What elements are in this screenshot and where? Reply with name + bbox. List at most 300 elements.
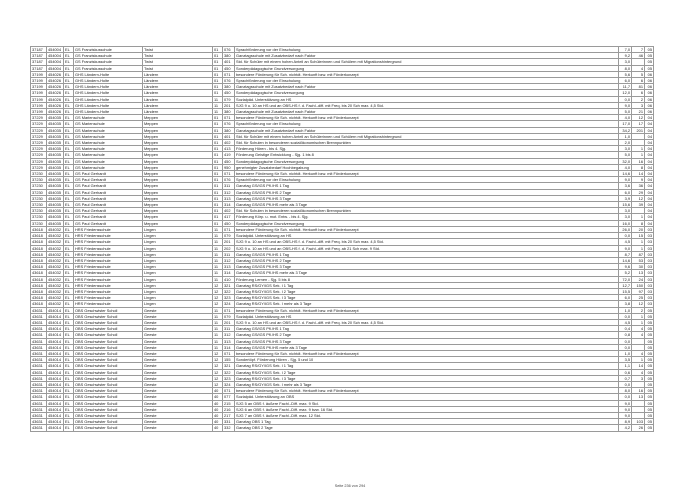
dienststelle-cell: 454014 <box>47 412 64 418</box>
school-id-cell: 37199 <box>31 71 47 77</box>
description-cell: Sonderpädagogische Grundversorgung <box>235 65 619 71</box>
region-cell: EL <box>64 53 74 59</box>
dienststelle-cell: 454014 <box>47 319 64 325</box>
level-cell: 11 <box>213 257 223 263</box>
level-cell: 11 <box>213 233 223 239</box>
level-cell: 11 <box>213 270 223 276</box>
school-name-cell: GS Marienschule <box>74 133 143 139</box>
hours-cell: 9,2 <box>619 53 632 59</box>
description-cell: Ganztag GS/IGS Pfl./HS mehr als 3 Tage <box>235 270 619 276</box>
description-cell: besondere Förderung für Sch. nichtdt. Herkunft bzw. mit Förderkonzept <box>235 388 619 394</box>
school-id-cell: 37229 <box>31 121 47 127</box>
region-cell: EL <box>64 47 74 53</box>
school-name-cell: GS Marienschule <box>74 140 143 146</box>
description-cell: SJG 5 an OBS f. äußere Fachl.-Diff. max. 9 Std. <box>235 400 619 406</box>
school-id-cell: 43618 <box>31 264 47 270</box>
level-cell: 11 <box>213 264 223 270</box>
region-cell: EL <box>64 121 74 127</box>
hours-cell: 9,0 <box>619 406 632 412</box>
dienststelle-cell: 454014 <box>47 307 64 313</box>
region-cell: EL <box>64 381 74 387</box>
region-cell: EL <box>64 233 74 239</box>
group-cell: 05 <box>645 369 654 375</box>
school-name-cell: HRS Friedensschule <box>74 257 143 263</box>
code-cell: 450 <box>223 90 235 96</box>
group-cell: 05 <box>645 381 654 387</box>
count-cell: 3 <box>632 102 645 108</box>
group-cell: 06 <box>645 90 654 96</box>
region-cell: EL <box>64 425 74 431</box>
group-cell: 03 <box>645 276 654 282</box>
code-cell: 311 <box>223 251 235 257</box>
group-cell: 04 <box>645 183 654 189</box>
level-cell: 11 <box>213 319 223 325</box>
school-id-cell: 37199 <box>31 78 47 84</box>
school-name-cell: GS Franziskusschule <box>74 47 143 53</box>
count-cell: 29 <box>632 189 645 195</box>
region-cell: EL <box>64 78 74 84</box>
hours-cell: 14,6 <box>619 257 632 263</box>
town-cell: Lingen <box>143 251 213 257</box>
dienststelle-cell: 454014 <box>47 313 64 319</box>
description-cell: besondere Förderung für Sch. nichtdt. Herkunft bzw. mit Förderkonzept <box>235 171 619 177</box>
group-cell: 03 <box>645 233 654 239</box>
region-cell: EL <box>64 177 74 183</box>
region-cell: EL <box>64 375 74 381</box>
school-name-cell: OBS Geschwister Scholl <box>74 419 143 425</box>
school-name-cell: HRS Friedensschule <box>74 264 143 270</box>
hours-cell: 2,0 <box>619 140 632 146</box>
dienststelle-cell: 454014 <box>47 363 64 369</box>
town-cell: Lingen <box>143 270 213 276</box>
region-cell: EL <box>64 350 74 356</box>
code-cell: 401 <box>223 133 235 139</box>
description-cell: besondere Förderung für Sch. nichtdt. Herkunft bzw. mit Förderkonzept <box>235 226 619 232</box>
dienststelle-cell: 454014 <box>47 394 64 400</box>
school-name-cell: GS Paul Gerhardt <box>74 208 143 214</box>
town-cell: Ländern <box>143 96 213 102</box>
school-name-cell: GS Paul Gerhardt <box>74 195 143 201</box>
group-cell: 06 <box>645 102 654 108</box>
level-cell: 01 <box>213 171 223 177</box>
count-cell: 39 <box>632 202 645 208</box>
hours-cell: 3,8 <box>619 301 632 307</box>
level-cell: 40 <box>213 406 223 412</box>
level-cell: 01 <box>213 152 223 158</box>
count-cell: 4 <box>632 332 645 338</box>
group-cell: 05 <box>645 344 654 350</box>
region-cell: EL <box>64 251 74 257</box>
town-cell: Ländern <box>143 90 213 96</box>
dienststelle-cell: 454035 <box>47 183 64 189</box>
count-cell: 14 <box>632 363 645 369</box>
code-cell: 202 <box>223 245 235 251</box>
description-cell: Förderung Geistige Entwicklung - Sjg. 1 bis 8 <box>235 152 619 158</box>
level-cell: 01 <box>213 115 223 121</box>
code-cell: 079 <box>223 96 235 102</box>
dienststelle-cell: 454014 <box>47 381 64 387</box>
level-cell: 11 <box>213 96 223 102</box>
dienststelle-cell: 454032 <box>47 233 64 239</box>
hours-cell: 0,0 <box>619 96 632 102</box>
code-cell: 216 <box>223 406 235 412</box>
code-cell: 380 <box>223 53 235 59</box>
dienststelle-cell: 454032 <box>47 295 64 301</box>
code-cell: 079 <box>223 233 235 239</box>
region-cell: EL <box>64 140 74 146</box>
count-cell: 103 <box>632 419 645 425</box>
code-cell: 071 <box>223 71 235 77</box>
town-cell: Lingen <box>143 239 213 245</box>
school-name-cell: GS Marienschule <box>74 121 143 127</box>
school-id-cell: 37230 <box>31 177 47 183</box>
description-cell: Ganztag RS/GY/IGS Sek. I 2 Tage <box>235 288 619 294</box>
dienststelle-cell: 454032 <box>47 251 64 257</box>
count-cell: 15 <box>632 233 645 239</box>
town-cell: Twist <box>143 59 213 65</box>
hours-cell: 12,0 <box>619 90 632 96</box>
level-cell: 12 <box>213 295 223 301</box>
level-cell: 01 <box>213 164 223 170</box>
level-cell: 12 <box>213 350 223 356</box>
count-cell: 9 <box>632 177 645 183</box>
description-cell: besondere Förderung für Sch. nichtdt. Herkunft bzw. mit Förderkonzept <box>235 350 619 356</box>
level-cell: 11 <box>213 245 223 251</box>
region-cell: EL <box>64 208 74 214</box>
school-id-cell: 37230 <box>31 202 47 208</box>
level-cell: 40 <box>213 425 223 431</box>
count-cell: 26 <box>632 425 645 431</box>
dienststelle-cell: 454004 <box>47 65 64 71</box>
dienststelle-cell: 454035 <box>47 177 64 183</box>
town-cell: Geeste <box>143 425 213 431</box>
code-cell: 402 <box>223 208 235 214</box>
group-cell: 04 <box>645 115 654 121</box>
school-name-cell: OBS Geschwister Scholl <box>74 344 143 350</box>
town-cell: Geeste <box>143 326 213 332</box>
description-cell: Ganztag RS/GY/IGS Sek. I mehr als 3 Tage <box>235 381 619 387</box>
code-cell: 313 <box>223 338 235 344</box>
region-cell: EL <box>64 245 74 251</box>
region-cell: EL <box>64 102 74 108</box>
table-row <box>31 425 654 431</box>
dienststelle-cell: 454035 <box>47 152 64 158</box>
school-name-cell: GHS Ländern-Holte <box>74 109 143 115</box>
level-cell: 11 <box>213 226 223 232</box>
region-cell: EL <box>64 288 74 294</box>
code-cell: 215 <box>223 400 235 406</box>
region-cell: EL <box>64 84 74 90</box>
region-cell: EL <box>64 164 74 170</box>
hours-cell: 8,9 <box>619 419 632 425</box>
description-cell: Std. für Schüler mit einem hohen Anteil an Schülerinnen und Schülern mit Migrationshintergrund <box>235 59 619 65</box>
school-id-cell: 37199 <box>31 84 47 90</box>
town-cell: Meppen <box>143 158 213 164</box>
group-cell: 06 <box>645 109 654 115</box>
level-cell: 11 <box>213 307 223 313</box>
region-cell: EL <box>64 282 74 288</box>
region-cell: EL <box>64 127 74 133</box>
dienststelle-cell: 454035 <box>47 171 64 177</box>
school-name-cell: GS Marienschule <box>74 152 143 158</box>
school-id-cell: 37230 <box>31 220 47 226</box>
school-id-cell: 43631 <box>31 425 47 431</box>
code-cell: 410 <box>223 276 235 282</box>
town-cell: Geeste <box>143 357 213 363</box>
description-cell: SJG 9 u. 10 an HS und an OBS-HS f. d. Fachl.-diff. mit Freq. bis 20 Sch max. 4,5 Std. <box>235 319 619 325</box>
group-cell: 03 <box>645 251 654 257</box>
region-cell: EL <box>64 276 74 282</box>
code-cell: 324 <box>223 301 235 307</box>
group-cell: 04 <box>645 208 654 214</box>
group-cell: 05 <box>645 307 654 313</box>
count-cell: 8 <box>632 220 645 226</box>
level-cell: 40 <box>213 394 223 400</box>
town-cell: Meppen <box>143 208 213 214</box>
code-cell: 419 <box>223 152 235 158</box>
count-cell: 24 <box>632 276 645 282</box>
level-cell: 01 <box>213 220 223 226</box>
dienststelle-cell: 454032 <box>47 239 64 245</box>
hours-cell: 3,0 <box>619 146 632 152</box>
description-cell: Sonderpädagogische Grundversorgung <box>235 158 619 164</box>
group-cell: 06 <box>645 71 654 77</box>
description-cell: SJG 9 u. 10 an HS und an OBS-HS f. d. Fachl.-diff. mit Freq. bis 20 Sch max. 4,5 Std. <box>235 239 619 245</box>
code-cell: 314 <box>223 344 235 350</box>
dienststelle-cell: 454026 <box>47 84 64 90</box>
description-cell: Ganztagsschule mit Zusatzbedarf nach Faktor <box>235 109 619 115</box>
region-cell: EL <box>64 220 74 226</box>
group-cell: 05 <box>645 412 654 418</box>
dienststelle-cell: 454032 <box>47 270 64 276</box>
group-cell: 03 <box>645 239 654 245</box>
town-cell: Geeste <box>143 332 213 338</box>
count-cell: 16 <box>632 158 645 164</box>
region-cell: EL <box>64 171 74 177</box>
description-cell: Förderung Körp. u. mot. Entw. - bis 4. Sjg. <box>235 214 619 220</box>
data-table <box>30 46 654 432</box>
town-cell: Lingen <box>143 288 213 294</box>
school-name-cell: GHS Ländern-Holte <box>74 102 143 108</box>
school-id-cell: 43631 <box>31 350 47 356</box>
region-cell: EL <box>64 419 74 425</box>
town-cell: Geeste <box>143 381 213 387</box>
region-cell: EL <box>64 357 74 363</box>
dienststelle-cell: 454035 <box>47 202 64 208</box>
group-cell: 03 <box>645 264 654 270</box>
description-cell: Ganztag OBS 1 Tag <box>235 419 619 425</box>
hours-cell: 4,5 <box>619 319 632 325</box>
code-cell: 321 <box>223 363 235 369</box>
description-cell: genehmigter Zusatzbedarf Hochbegabung <box>235 164 619 170</box>
level-cell: 01 <box>213 189 223 195</box>
group-cell: 05 <box>645 65 654 71</box>
school-id-cell: 43618 <box>31 270 47 276</box>
hours-cell: 1,0 <box>619 350 632 356</box>
town-cell: Geeste <box>143 375 213 381</box>
school-name-cell: GS Marienschule <box>74 115 143 121</box>
school-name-cell: HRS Friedensschule <box>74 295 143 301</box>
dienststelle-cell: 454014 <box>47 326 64 332</box>
code-cell: 312 <box>223 189 235 195</box>
description-cell: Ganztag RS/GY/IGS Sek. I 3 Tage <box>235 375 619 381</box>
school-name-cell: HRS Friedensschule <box>74 276 143 282</box>
count-cell: 13 <box>632 270 645 276</box>
description-cell: Förderung Hören - bis 4. Sjg. <box>235 146 619 152</box>
town-cell: Geeste <box>143 350 213 356</box>
hours-cell: 8,0 <box>619 65 632 71</box>
hours-cell: 8,0 <box>619 388 632 394</box>
school-id-cell: 37229 <box>31 146 47 152</box>
region-cell: EL <box>64 158 74 164</box>
group-cell: 05 <box>645 350 654 356</box>
town-cell: Lingen <box>143 301 213 307</box>
level-cell: 01 <box>213 195 223 201</box>
level-cell: 01 <box>213 84 223 90</box>
code-cell: 079 <box>223 313 235 319</box>
region-cell: EL <box>64 133 74 139</box>
school-id-cell: 37230 <box>31 189 47 195</box>
description-cell: Sprachförderung vor der Einschulung <box>235 177 619 183</box>
count-cell: 1 <box>632 245 645 251</box>
group-cell: 05 <box>645 375 654 381</box>
school-id-cell: 43631 <box>31 357 47 363</box>
school-name-cell: OBS Geschwister Scholl <box>74 375 143 381</box>
school-name-cell: GS Paul Gerhardt <box>74 220 143 226</box>
description-cell: besondere Förderung für Sch. nichtdt. Herkunft bzw. mit Förderkonzept <box>235 307 619 313</box>
count-cell: 1 <box>632 146 645 152</box>
count-cell: 4 <box>632 326 645 332</box>
school-id-cell: 37199 <box>31 109 47 115</box>
school-id-cell: 43631 <box>31 388 47 394</box>
hours-cell: 9,0 <box>619 102 632 108</box>
code-cell: 380 <box>223 84 235 90</box>
level-cell: 40 <box>213 419 223 425</box>
school-id-cell: 37187 <box>31 53 47 59</box>
school-name-cell: GHS Ländern-Holte <box>74 78 143 84</box>
region-cell: EL <box>64 189 74 195</box>
dienststelle-cell: 454014 <box>47 332 64 338</box>
description-cell: besondere Förderung für Sch. nichtdt. Herkunft bzw. mit Förderkonzept <box>235 115 619 121</box>
hours-cell: 9,0 <box>619 245 632 251</box>
school-id-cell: 43618 <box>31 251 47 257</box>
dienststelle-cell: 454035 <box>47 214 64 220</box>
code-cell: 071 <box>223 388 235 394</box>
count-cell: 3 <box>632 375 645 381</box>
school-id-cell: 43631 <box>31 419 47 425</box>
hours-cell: 0,4 <box>619 326 632 332</box>
group-cell: 05 <box>645 53 654 59</box>
code-cell: 311 <box>223 326 235 332</box>
school-id-cell: 43618 <box>31 282 47 288</box>
group-cell: 03 <box>645 301 654 307</box>
group-cell: 03 <box>645 270 654 276</box>
count-cell: 1 <box>632 152 645 158</box>
region-cell: EL <box>64 394 74 400</box>
region-cell: EL <box>64 195 74 201</box>
school-name-cell: OBS Geschwister Scholl <box>74 425 143 431</box>
region-cell: EL <box>64 363 74 369</box>
school-name-cell: OBS Geschwister Scholl <box>74 394 143 400</box>
code-cell: 402 <box>223 140 235 146</box>
group-cell: 04 <box>645 140 654 146</box>
code-cell: 450 <box>223 65 235 71</box>
count-cell: 25 <box>632 295 645 301</box>
town-cell: Ländern <box>143 71 213 77</box>
region-cell: EL <box>64 338 74 344</box>
town-cell: Meppen <box>143 121 213 127</box>
dienststelle-cell: 454035 <box>47 121 64 127</box>
region-cell: EL <box>64 257 74 263</box>
count-cell: 12 <box>632 115 645 121</box>
school-id-cell: 43631 <box>31 319 47 325</box>
code-cell: 401 <box>223 59 235 65</box>
count-cell: 4 <box>632 369 645 375</box>
group-cell: 05 <box>645 338 654 344</box>
school-id-cell: 37187 <box>31 59 47 65</box>
hours-cell: 7,0 <box>619 47 632 53</box>
count-cell: 1 <box>632 239 645 245</box>
town-cell: Geeste <box>143 400 213 406</box>
description-cell: Ganztag GS/IGS Pfl./HS mehr als 3 Tage <box>235 344 619 350</box>
school-name-cell: GHS Ländern-Holte <box>74 84 143 90</box>
description-cell: Ganztag GS/IGS Pfl./HS 3 Tage <box>235 195 619 201</box>
description-cell: Ganztag GS/IGS Pfl./HS 3 Tage <box>235 338 619 344</box>
code-cell: 324 <box>223 381 235 387</box>
school-name-cell: OBS Geschwister Scholl <box>74 350 143 356</box>
region-cell: EL <box>64 369 74 375</box>
town-cell: Meppen <box>143 127 213 133</box>
level-cell: 01 <box>213 202 223 208</box>
school-id-cell: 37230 <box>31 214 47 220</box>
school-name-cell: GS Paul Gerhardt <box>74 171 143 177</box>
description-cell: Ganztag OBS 2 Tage <box>235 425 619 431</box>
description-cell: SJG 6 an OBS f. äußere Fachl.-Diff. max. 9 bzw. 16 Std. <box>235 406 619 412</box>
group-cell: 04 <box>645 214 654 220</box>
hours-cell: 72,0 <box>619 276 632 282</box>
count-cell: 46 <box>632 53 645 59</box>
dienststelle-cell: 454014 <box>47 344 64 350</box>
town-cell: Geeste <box>143 338 213 344</box>
code-cell: 311 <box>223 183 235 189</box>
town-cell: Ländern <box>143 78 213 84</box>
group-cell: 04 <box>645 152 654 158</box>
dienststelle-cell: 454032 <box>47 257 64 263</box>
code-cell: 314 <box>223 202 235 208</box>
group-cell: 05 <box>645 406 654 412</box>
region-cell: EL <box>64 332 74 338</box>
school-id-cell: 43631 <box>31 326 47 332</box>
dienststelle-cell: 454014 <box>47 425 64 431</box>
school-name-cell: HRS Friedensschule <box>74 270 143 276</box>
code-cell: 312 <box>223 332 235 338</box>
hours-cell: 0,0 <box>619 394 632 400</box>
town-cell: Twist <box>143 53 213 59</box>
group-cell: 05 <box>645 332 654 338</box>
school-name-cell: GS Marienschule <box>74 164 143 170</box>
description-cell: Sprachförderung vor der Einschulung <box>235 121 619 127</box>
count-cell: 201 <box>632 127 645 133</box>
region-cell: EL <box>64 115 74 121</box>
code-cell: 323 <box>223 375 235 381</box>
dienststelle-cell: 454032 <box>47 264 64 270</box>
level-cell: 40 <box>213 412 223 418</box>
group-cell: 04 <box>645 220 654 226</box>
region-cell: EL <box>64 400 74 406</box>
town-cell: Geeste <box>143 394 213 400</box>
school-id-cell: 37229 <box>31 152 47 158</box>
hours-cell: 26,0 <box>619 226 632 232</box>
